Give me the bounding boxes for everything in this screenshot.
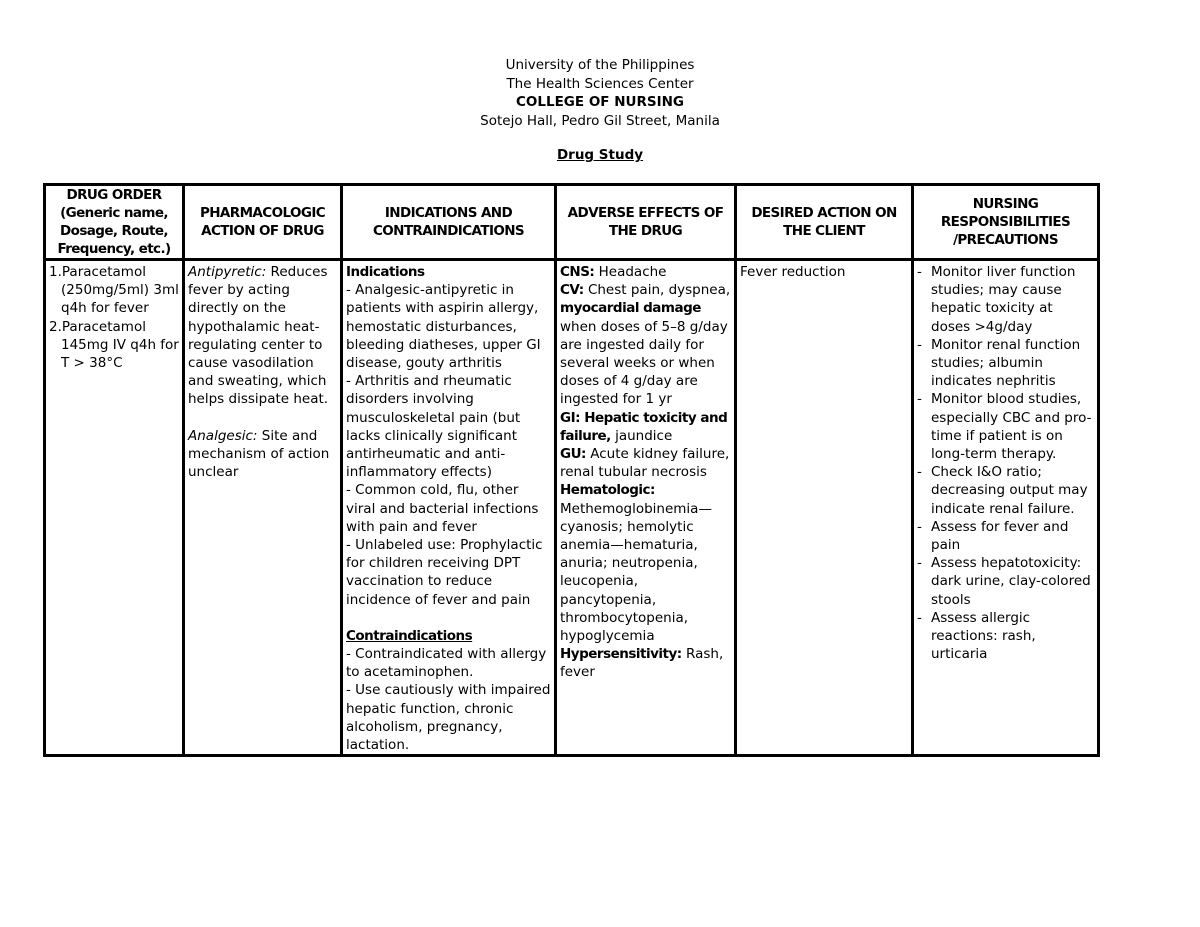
hypersensitivity-label: Hypersensitivity: bbox=[560, 646, 682, 663]
cns-label: CNS: bbox=[560, 264, 595, 280]
gu-text: Acute kidney failure, renal tubular necrosis bbox=[560, 446, 730, 481]
adverse-cns bbox=[560, 263, 731, 281]
contraindications-heading: Contraindications bbox=[346, 627, 473, 644]
indication-item: - Arthritis and rheumatic disorders involving musculoskeletal pain (but lacks clinically significant antirheumatic and anti-inflammatory effects) bbox=[346, 373, 521, 481]
gi-label: GI: Hepatic toxicity and failure, bbox=[560, 409, 728, 444]
indication-item: - Common cold, flu, other viral and bacterial infections with pain and fever bbox=[346, 482, 539, 535]
indications-cell bbox=[342, 260, 556, 756]
document-header bbox=[0, 56, 1200, 130]
antipyretic-label: Antipyretic: bbox=[188, 264, 267, 280]
adverse-effects-cell bbox=[556, 260, 736, 756]
cv-label: CV: bbox=[560, 282, 584, 299]
cns-text: Headache bbox=[594, 264, 667, 280]
nursing-item: - Assess for fever and pain bbox=[917, 518, 1094, 554]
indication-item: - Analgesic-antipyretic in patients with aspirin allergy, hemostatic disturbances, bleeding diatheses, upper GI disease, gouty arthritis bbox=[346, 282, 541, 372]
adverse-gi bbox=[560, 409, 731, 445]
contraindication-item: - Use cautiously with impaired hepatic function, chronic alcoholism, pregnancy, lactation. bbox=[346, 682, 551, 754]
hematologic-label: Hematologic: bbox=[560, 482, 655, 499]
indication-item: - Unlabeled use: Prophylactic for children receiving DPT vaccination to reduce incidence of fever and pain bbox=[346, 537, 543, 608]
cv-bold-text: myocardial damage bbox=[560, 300, 701, 317]
desired-action-text: Fever reduction bbox=[740, 264, 846, 280]
indications-heading: Indications bbox=[346, 264, 425, 280]
nursing-item: - Monitor renal function studies; albumin indicates nephritis bbox=[917, 336, 1094, 391]
adverse-hypersensitivity bbox=[560, 645, 731, 681]
drug-order-list bbox=[49, 263, 179, 372]
drug-order-item: 2.Paracetamol 145mg IV q4h for T > 38°C bbox=[49, 318, 179, 372]
nursing-item: - Assess allergic reactions: rash, urticaria bbox=[917, 609, 1094, 664]
nursing-item: - Monitor blood studies, especially CBC and pro-time if patient is on long-term therapy. bbox=[917, 390, 1094, 463]
desired-action-cell bbox=[736, 260, 913, 756]
center-name: The Health Sciences Center bbox=[506, 75, 694, 92]
nursing-item: - Assess hepatotoxicity: dark urine, clay-colored stools bbox=[917, 554, 1094, 609]
adverse-cv bbox=[560, 281, 731, 408]
gi-text: jaundice bbox=[610, 427, 673, 444]
address: Sotejo Hall, Pedro Gil Street, Manila bbox=[480, 112, 720, 129]
gu-label: GU: bbox=[560, 446, 586, 463]
cv-text-2: when doses of 5–8 g/day are ingested daily for several weeks or when doses of 4 g/day are ingested for 1 yr bbox=[560, 318, 728, 408]
analgesic-label: Analgesic: bbox=[188, 427, 258, 444]
table-header-row bbox=[45, 185, 1099, 260]
adverse-gu bbox=[560, 445, 731, 481]
pharmacologic-cell bbox=[184, 260, 342, 756]
university-name: University of the Philippines bbox=[505, 57, 695, 73]
college-name: COLLEGE OF NURSING bbox=[516, 94, 684, 110]
hematologic-text: Methemoglobinemia—cyanosis; hemolytic anemia—hematuria, anuria; neutropenia, leucopenia, pancytopenia, thrombocytopenia, hypoglycemia bbox=[560, 500, 712, 645]
drug-order-item: 1.Paracetamol (250mg/5ml) 3ml q4h for fever bbox=[49, 264, 179, 317]
analgesic-text: Site and mechanism of action unclear bbox=[188, 427, 330, 481]
header-drug-order: DRUG ORDER (Generic name, Dosage, Route, Frequency, etc.) bbox=[45, 185, 184, 260]
header-adverse-effects: ADVERSE EFFECTS OF THE DRUG bbox=[556, 185, 736, 260]
cv-text: Chest pain, dyspnea, bbox=[583, 282, 731, 299]
nursing-item: - Check I&O ratio; decreasing output may indicate renal failure. bbox=[917, 463, 1094, 518]
header-nursing-responsibilities: NURSING RESPONSIBILITIES /PRECAUTIONS bbox=[913, 185, 1099, 260]
header-indications: INDICATIONS AND CONTRAINDICATIONS bbox=[342, 185, 556, 260]
drug-study-table bbox=[43, 183, 1100, 757]
nursing-list bbox=[917, 263, 1094, 663]
contraindication-item: - Contraindicated with allergy to acetaminophen. bbox=[346, 646, 547, 681]
page-title: Drug Study bbox=[556, 147, 644, 163]
table-row bbox=[45, 260, 1099, 756]
antipyretic-text: Reduces fever by acting directly on the hypothalamic heat-regulating center to cause vasodilation and sweating, which helps dissipate heat. bbox=[188, 264, 329, 408]
nursing-cell bbox=[913, 260, 1099, 756]
hypersensitivity-text: Rash, fever bbox=[560, 646, 724, 681]
nursing-item: - Monitor liver function studies; may cause hepatic toxicity at doses >4g/day bbox=[917, 263, 1094, 336]
header-pharmacologic-action: PHARMACOLOGIC ACTION OF DRUG bbox=[184, 185, 342, 260]
header-desired-action: DESIRED ACTION ON THE CLIENT bbox=[736, 185, 913, 260]
drug-order-cell bbox=[45, 260, 184, 756]
